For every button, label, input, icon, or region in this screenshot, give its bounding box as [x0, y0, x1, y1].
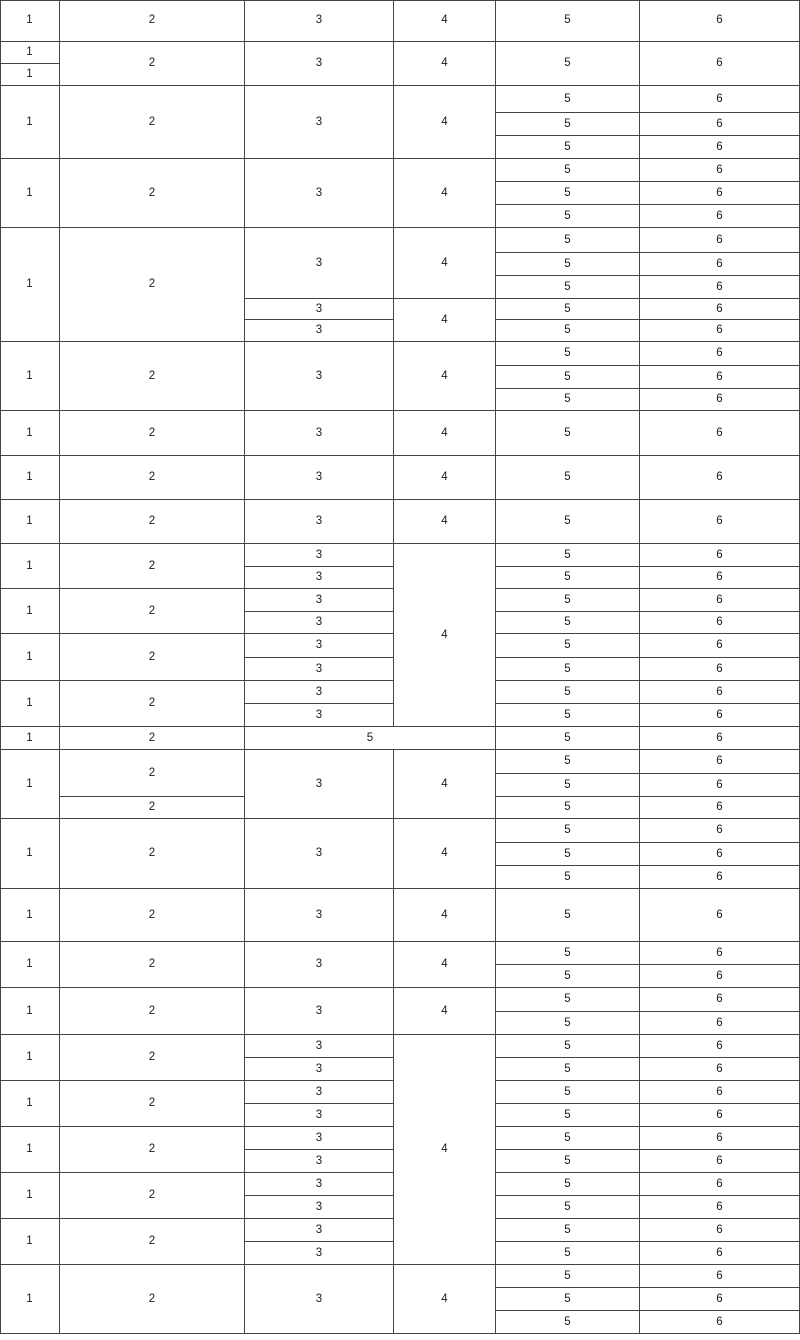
cell-pin: 1 — [0, 1218, 60, 1265]
cell-signal-type: 4 — [393, 85, 496, 159]
cell-allowed-range: 6 — [639, 388, 800, 411]
cell-nominal-value: 5 — [495, 181, 640, 205]
cell-pin: 1 — [0, 1172, 60, 1219]
cell-description: 2 — [59, 158, 245, 228]
cell-nominal-value: 5 — [495, 964, 640, 988]
cell-pin: 1 — [0, 987, 60, 1035]
cell-allowed-range: 6 — [639, 275, 800, 299]
cell-condition: 3 — [244, 410, 394, 456]
cell-nominal-value: 5 — [495, 773, 640, 797]
cell-nominal-value: 5 — [495, 842, 640, 866]
cell-condition: 3 — [244, 41, 394, 86]
cell-description: 2 — [59, 0, 245, 42]
cell-description: 2 — [59, 543, 245, 589]
cell-allowed-range: 6 — [639, 964, 800, 988]
cell-allowed-range: 6 — [639, 85, 800, 113]
cell-pin: 1 — [0, 680, 60, 727]
cell-nominal-value: 5 — [495, 319, 640, 342]
cell-allowed-range: 6 — [639, 1080, 800, 1104]
cell-allowed-range: 6 — [639, 657, 800, 681]
cell-nominal-value: 5 — [495, 633, 640, 658]
cell-condition: 3 — [244, 158, 394, 228]
cell-signal-type: 4 — [393, 1034, 496, 1265]
cell-signal-type: 4 — [393, 987, 496, 1035]
cell-allowed-range: 6 — [639, 252, 800, 276]
cell-nominal-value: 5 — [495, 543, 640, 567]
cell-nominal-value: 5 — [495, 865, 640, 889]
cell-condition: 3 — [244, 566, 394, 589]
cell-nominal-value: 5 — [495, 818, 640, 843]
cell-signal-type: 4 — [393, 410, 496, 456]
cell-allowed-range: 6 — [639, 773, 800, 797]
cell-pin: 1 — [0, 410, 60, 456]
cell-condition: 3 — [244, 227, 394, 299]
cell-condition: 3 — [244, 319, 394, 342]
cell-condition: 3 — [244, 818, 394, 889]
cell-nominal-value: 5 — [495, 410, 640, 456]
cell-allowed-range: 6 — [639, 158, 800, 182]
cell-nominal-value: 5 — [495, 227, 640, 253]
cell-condition: 3 — [244, 1241, 394, 1265]
cell-pin: 1 — [0, 63, 60, 86]
cell-condition: 3 — [244, 588, 394, 612]
cell-description: 2 — [59, 85, 245, 159]
cell-condition: 3 — [244, 611, 394, 634]
cell-nominal-value: 5 — [495, 680, 640, 704]
cell-signal-type: 4 — [393, 341, 496, 411]
cell-allowed-range: 6 — [639, 181, 800, 205]
cell-signal-type: 4 — [393, 298, 496, 342]
cell-description: 2 — [59, 410, 245, 456]
cell-allowed-range: 6 — [639, 842, 800, 866]
cell-description: 2 — [59, 588, 245, 634]
cell-pin: 1 — [0, 158, 60, 228]
cell-nominal-value: 5 — [495, 1034, 640, 1058]
cell-condition: 3 — [244, 1057, 394, 1081]
cell-allowed-range: 6 — [639, 1172, 800, 1196]
cell-allowed-range: 6 — [639, 1126, 800, 1150]
cell-signal-type: 4 — [393, 227, 496, 299]
cell-condition: 3 — [244, 543, 394, 567]
cell-condition: 3 — [244, 341, 394, 411]
cell-allowed-range: 6 — [639, 633, 800, 658]
cell-nominal-value: 5 — [495, 1080, 640, 1104]
cell-description: 2 — [59, 1126, 245, 1173]
cell-nominal-value: 5 — [495, 298, 640, 320]
cell-allowed-range: 6 — [639, 749, 800, 774]
cell-allowed-range: 6 — [639, 543, 800, 567]
cell-signal-type: 4 — [393, 941, 496, 988]
cell-description: 2 — [59, 455, 245, 500]
cell-allowed-range: 6 — [639, 1241, 800, 1265]
cell-signal-type: 4 — [393, 888, 496, 942]
cell-nominal-value: 5 — [495, 987, 640, 1012]
cell-allowed-range: 6 — [639, 365, 800, 389]
cell-nominal-value: 5 — [495, 365, 640, 389]
cell-allowed-range: 6 — [639, 726, 800, 750]
cell-allowed-range: 6 — [639, 1057, 800, 1081]
cell-signal-type: 4 — [393, 543, 496, 727]
cell-pin: 1 — [0, 41, 60, 64]
cell-condition: 3 — [244, 85, 394, 159]
cell-nominal-value: 5 — [495, 204, 640, 228]
cell-nominal-value: 5 — [495, 1011, 640, 1035]
cell-allowed-range: 6 — [639, 499, 800, 544]
cell-pin: 1 — [0, 499, 60, 544]
cell-nominal-value: 5 — [495, 341, 640, 366]
cell-allowed-range: 6 — [639, 298, 800, 320]
cell-allowed-range: 6 — [639, 588, 800, 612]
cell-nominal-value: 5 — [495, 1264, 640, 1288]
cell-nominal-value: 5 — [495, 1172, 640, 1196]
cell-allowed-range: 6 — [639, 1149, 800, 1173]
cell-description: 2 — [59, 499, 245, 544]
cell-description: 2 — [59, 726, 245, 750]
cell-pin: 1 — [0, 85, 60, 159]
cell-allowed-range: 6 — [639, 1011, 800, 1035]
cell-nominal-value: 5 — [495, 1126, 640, 1150]
cell-nominal-value: 5 — [495, 158, 640, 182]
cell-nominal-value: 5 — [495, 1057, 640, 1081]
cell-allowed-range: 6 — [639, 319, 800, 342]
cell-condition: 3 — [244, 1080, 394, 1104]
cell-nominal-value: 5 — [495, 1241, 640, 1265]
cell-nominal-value: 5 — [495, 703, 640, 727]
cell-condition: 3 — [244, 888, 394, 942]
cell-pin: 1 — [0, 1264, 60, 1334]
cell-pin: 1 — [0, 888, 60, 942]
cell-condition: 3 — [244, 1195, 394, 1219]
cell-condition: 3 — [244, 749, 394, 819]
cell-nominal-value: 5 — [495, 1103, 640, 1127]
cell-condition: 3 — [244, 680, 394, 704]
cell-description: 2 — [59, 1034, 245, 1081]
cell-signal-type: 4 — [393, 158, 496, 228]
cell-condition: 3 — [244, 633, 394, 658]
cell-nominal-value: 5 — [495, 888, 640, 942]
cell-allowed-range: 6 — [639, 227, 800, 253]
cell-nominal-value: 5 — [495, 41, 640, 86]
cell-allowed-range: 6 — [639, 566, 800, 589]
cell-pin: 1 — [0, 341, 60, 411]
cell-pin: 1 — [0, 1126, 60, 1173]
cell-nominal-value: 5 — [495, 388, 640, 411]
cell-nominal-value: 5 — [495, 1195, 640, 1219]
cell-nominal-value: 5 — [495, 252, 640, 276]
cell-allowed-range: 6 — [639, 1218, 800, 1242]
cell-signal-type: 4 — [393, 455, 496, 500]
cell-description: 2 — [59, 633, 245, 681]
cell-signal-type: 4 — [393, 749, 496, 819]
cell-allowed-range: 6 — [639, 1195, 800, 1219]
cell-description: 2 — [59, 1172, 245, 1219]
cell-allowed-range: 6 — [639, 135, 800, 159]
cell-condition: 3 — [244, 657, 394, 681]
cell-nominal-value: 5 — [495, 749, 640, 774]
cell-description: 2 — [59, 749, 245, 797]
cell-allowed-range: 6 — [639, 865, 800, 889]
cell-allowed-range: 6 — [639, 410, 800, 456]
cell-allowed-range: 6 — [639, 1264, 800, 1288]
cell-description: 2 — [59, 987, 245, 1035]
cell-condition: 3 — [244, 941, 394, 988]
cell-allowed-range: 6 — [639, 611, 800, 634]
cell-condition: 3 — [244, 1149, 394, 1173]
cell-nominal-value: 5 — [495, 0, 640, 42]
cell-pin: 1 — [0, 543, 60, 589]
cell-pin: 1 — [0, 749, 60, 819]
cell-pin: 1 — [0, 0, 60, 42]
cell-nominal-value: 5 — [495, 499, 640, 544]
cell-condition: 3 — [244, 0, 394, 42]
cell-signal-type: 4 — [393, 499, 496, 544]
cell-allowed-range: 6 — [639, 796, 800, 819]
cell-pin: 1 — [0, 941, 60, 988]
cell-description: 2 — [59, 888, 245, 942]
cell-description: 2 — [59, 1080, 245, 1127]
cell-condition: 3 — [244, 1218, 394, 1242]
cell-description: 2 — [59, 227, 245, 342]
cell-condition: 3 — [244, 1103, 394, 1127]
cell-condition: 3 — [244, 1172, 394, 1196]
cell-allowed-range: 6 — [639, 0, 800, 42]
cell-pin: 1 — [0, 1034, 60, 1081]
cell-pin: 1 — [0, 633, 60, 681]
cell-signal-type: 4 — [393, 818, 496, 889]
cell-allowed-range: 6 — [639, 818, 800, 843]
cell-allowed-range: 6 — [639, 1287, 800, 1311]
cell-nominal-value: 5 — [495, 796, 640, 819]
cell-nominal-value: 5 — [495, 1218, 640, 1242]
cell-allowed-range: 6 — [639, 680, 800, 704]
cell-nominal-value: 5 — [495, 85, 640, 113]
cell-allowed-range: 6 — [639, 941, 800, 965]
cell-allowed-range: 6 — [639, 1310, 800, 1334]
cell-description: 2 — [59, 1218, 245, 1265]
cell-description: 2 — [59, 941, 245, 988]
cell-nominal-value: 5 — [495, 1149, 640, 1173]
cell-nominal-value: 5 — [495, 135, 640, 159]
cell-pin: 1 — [0, 588, 60, 634]
cell-allowed-range: 6 — [639, 888, 800, 942]
cell-nominal-value: 5 — [495, 657, 640, 681]
cell-allowed-range: 6 — [639, 1034, 800, 1058]
cell-description: 2 — [59, 1264, 245, 1334]
cell-allowed-range: 6 — [639, 987, 800, 1012]
cell-pin: 1 — [0, 1080, 60, 1127]
cell-signal-type: 4 — [393, 1264, 496, 1334]
cell-signal-type: 4 — [393, 41, 496, 86]
cell-nominal-value: 5 — [495, 455, 640, 500]
cell-nominal-value: 5 — [495, 588, 640, 612]
cell-pin: 1 — [0, 726, 60, 750]
cell-nominal-value: 5 — [495, 566, 640, 589]
cell-allowed-range: 6 — [639, 455, 800, 500]
cell-condition: 3 — [244, 499, 394, 544]
cell-pin: 1 — [0, 818, 60, 889]
cell-allowed-range: 6 — [639, 703, 800, 727]
cell-condition: 3 — [244, 455, 394, 500]
cell-nominal-value: 5 — [495, 112, 640, 136]
cell-nominal-value: 5 — [495, 275, 640, 299]
cell-allowed-range: 6 — [639, 112, 800, 136]
cell-nominal-value: 5 — [495, 941, 640, 965]
cell-condition: 3 — [244, 987, 394, 1035]
cell-nominal-value: 5 — [495, 726, 640, 750]
cell-description: 2 — [59, 680, 245, 727]
cell-allowed-range: 6 — [639, 341, 800, 366]
cell-condition: 3 — [244, 1264, 394, 1334]
cell-description: 2 — [59, 796, 245, 819]
cell-allowed-range: 6 — [639, 204, 800, 228]
cell-pin: 1 — [0, 227, 60, 342]
cell-allowed-range: 6 — [639, 41, 800, 86]
cell-nominal-value: 5 — [495, 1287, 640, 1311]
cell-description: 2 — [59, 41, 245, 86]
cell-condition: 3 — [244, 1034, 394, 1058]
cell-pin: 1 — [0, 455, 60, 500]
cell-signal-type: 4 — [393, 0, 496, 42]
cell-condition: 3 — [244, 298, 394, 320]
cell-description: 2 — [59, 341, 245, 411]
cell-description: 2 — [59, 818, 245, 889]
cell-condition: 5 — [244, 726, 496, 750]
cell-condition: 3 — [244, 703, 394, 727]
cell-allowed-range: 6 — [639, 1103, 800, 1127]
cell-condition: 3 — [244, 1126, 394, 1150]
cell-nominal-value: 5 — [495, 611, 640, 634]
cell-nominal-value: 5 — [495, 1310, 640, 1334]
